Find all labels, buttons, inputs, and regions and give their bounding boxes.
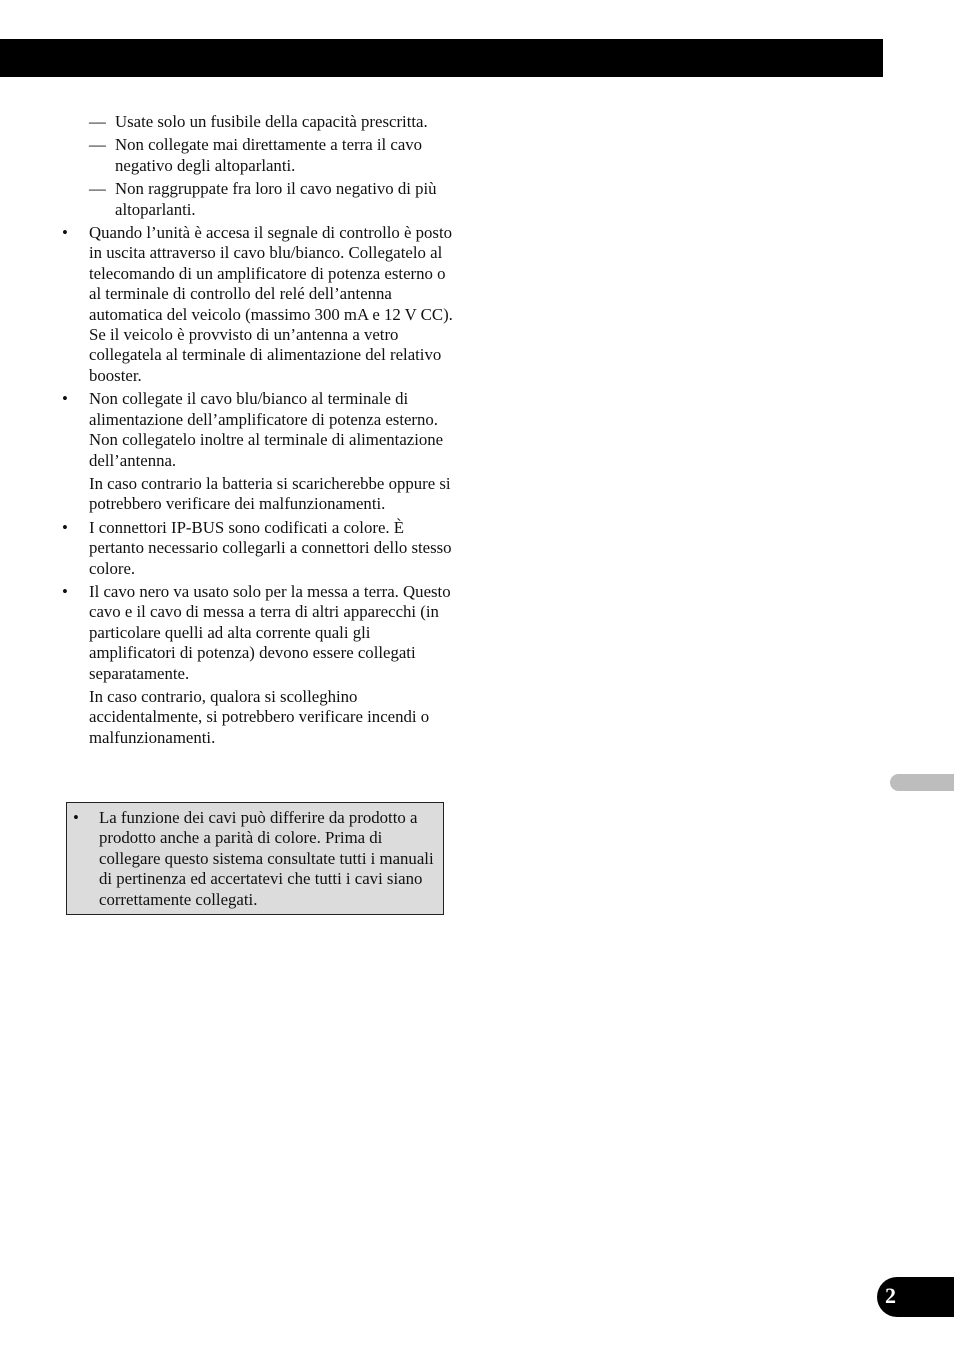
bullet-marker: • [62, 223, 68, 243]
dash-list-item [62, 112, 454, 132]
bullet-paragraph: Il cavo nero va usato solo per la messa a terra. Questo cavo e il cavo di messa a terra di altri apparecchi (in particolare quelli ad alta corrente quali gli amplificatori di potenza) devono essere collegati separatamente. [89, 581, 451, 683]
note-text: La funzione dei cavi può differire da prodotto a prodotto anche a parità di colore. Prima di collegare questo sistema consultate tutti i manuali di pertinenza ed accertatevi che tutti i cavi siano correttamente collegati. [99, 808, 434, 909]
main-content [62, 112, 454, 751]
bullet-paragraph: Quando l’unità è accesa il segnale di controllo è posto in uscita attraverso il cavo blu/bianco. Collegatelo al telecomando di un amplificatore di potenza esterno o al terminale di controllo del relé dell’antenna automatica del veicolo (massimo 300 mA e 12 V CC). Se il veicolo è provvisto di un’antenna a vetro collegatela al terminale di alimentazione del relativo booster. [89, 223, 453, 385]
bullet-marker: • [62, 517, 68, 537]
bullet-marker: • [73, 808, 79, 827]
bullet-list-item [62, 518, 454, 579]
bullet-list-item [62, 582, 454, 748]
bullet-marker: • [62, 581, 68, 601]
dash-marker: — [89, 179, 106, 199]
page-number-tab [877, 1277, 954, 1317]
dash-marker: — [89, 135, 106, 155]
page-number: 2 [885, 1283, 896, 1308]
bullet-list-item [62, 223, 454, 386]
section-side-tab [890, 774, 954, 791]
dash-item-text: Non collegate mai direttamente a terra il cavo negativo degli altoparlanti. [115, 135, 423, 175]
bullet-marker: • [62, 389, 68, 409]
dash-list-item [62, 135, 454, 176]
bullet-paragraph: I connettori IP-BUS sono codificati a colore. È pertanto necessario collegarli a connettori dello stesso colore. [89, 517, 452, 578]
dash-item-text: Usate solo un fusibile della capacità prescritta. [115, 112, 428, 131]
note-box [66, 802, 444, 915]
bullet-list-item [62, 389, 454, 514]
dash-marker: — [89, 112, 106, 131]
dash-item-text: Non raggruppate fra loro il cavo negativo di più altoparlanti. [115, 179, 437, 219]
bullet-paragraph: Non collegate il cavo blu/bianco al terminale di alimentazione dell’amplificatore di potenza esterno. Non collegatelo inoltre al terminale di alimentazione dell’antenna. [89, 389, 444, 470]
bullet-paragraph: In caso contrario, qualora si scolleghino accidentalmente, si potrebbero verificare incendi o malfunzionamenti. [89, 686, 430, 747]
header-bar [0, 39, 883, 77]
bullet-paragraph: In caso contrario la batteria si scaricherebbe oppure si potrebbero verificare dei malfunzionamenti. [89, 473, 451, 514]
dash-list-item [62, 179, 454, 220]
